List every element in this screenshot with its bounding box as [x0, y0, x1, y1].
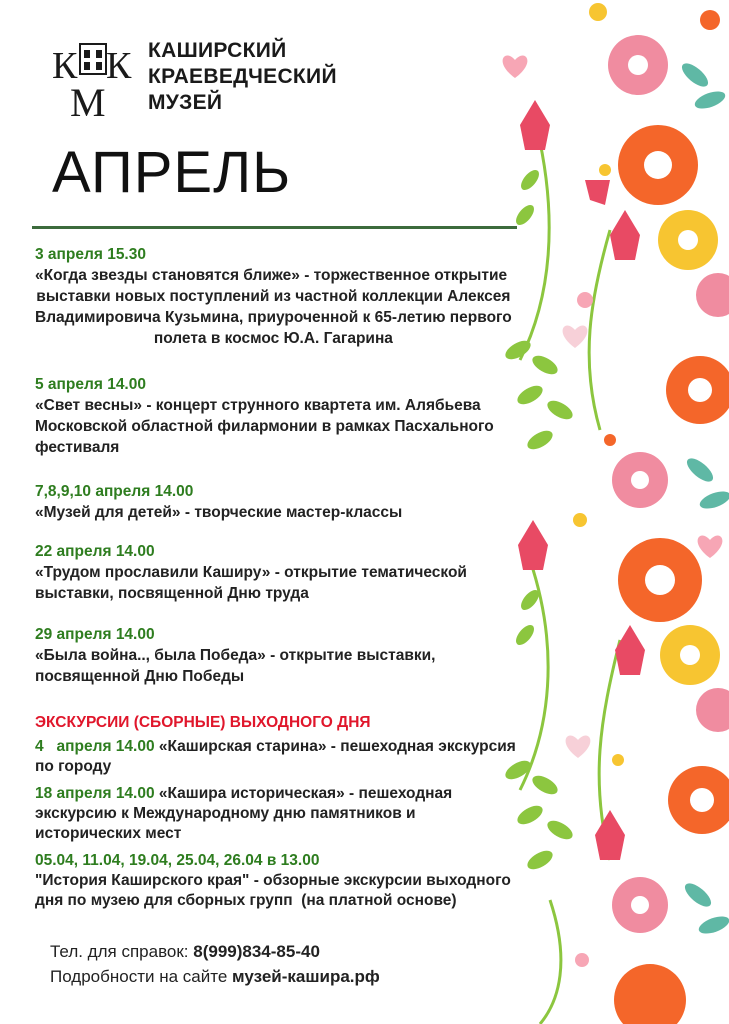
event-5	[35, 624, 435, 687]
event-4	[35, 541, 467, 604]
excursion-title: «Каширская старина» - пешеходная экскурсия	[154, 738, 516, 755]
excursion-title: «Кашира историческая» - пешеходная	[154, 785, 453, 802]
event-1	[35, 244, 512, 349]
svg-text:К: К	[52, 45, 78, 87]
event-line: «Музей для детей» - творческие мастер-классы	[35, 504, 403, 521]
title-divider	[32, 226, 517, 229]
event-line: полета в космос Ю.А. Гагарина	[153, 330, 393, 347]
excursion-3	[35, 851, 511, 911]
museum-name-line3: МУЗЕЙ	[148, 91, 223, 114]
excursion-line: "История Каширского края" - обзорные экскурсии выходного	[35, 872, 511, 889]
event-date: 3 апреля 15.30	[35, 246, 146, 263]
event-line: «Когда звезды становятся ближе» - торжественное открытие	[35, 267, 508, 284]
excursion-1	[35, 737, 516, 777]
excursion-date: 05.04, 11.04, 19.04, 25.04, 26.04 в 13.00	[35, 852, 320, 869]
event-line: «Была война.., была Победа» - открытие выставки,	[35, 647, 436, 664]
event-line: «Трудом прославили Каширу» - открытие тематической	[35, 564, 467, 581]
museum-name-line2: КРАЕВЕДЧЕСКИЙ	[148, 65, 337, 88]
excursion-date: 18 апреля 14.00	[35, 785, 155, 802]
svg-text:М: М	[70, 80, 106, 120]
event-3	[35, 481, 402, 523]
museum-logo	[50, 38, 138, 120]
contact-site	[50, 965, 380, 989]
excursion-line: исторических мест	[35, 825, 182, 842]
event-date: 22 апреля 14.00	[35, 543, 155, 560]
museum-name	[148, 38, 337, 116]
site-link[interactable]: музей-кашира.рф	[232, 967, 380, 986]
contact-phone	[50, 940, 320, 964]
event-date: 7,8,9,10 апреля 14.00	[35, 483, 194, 500]
phone-label: Тел. для справок:	[50, 942, 194, 961]
museum-name-line1: КАШИРСКИЙ	[148, 39, 287, 62]
excursion-date: 4 апреля 14.00	[35, 738, 155, 755]
event-line: фестиваля	[35, 439, 120, 456]
svg-text:К: К	[106, 45, 132, 87]
excursions-heading: ЭКСКУРСИИ (СБОРНЫЕ) ВЫХОДНОГО ДНЯ	[35, 714, 371, 731]
event-date: 29 апреля 14.00	[35, 626, 155, 643]
event-2	[35, 374, 494, 458]
event-line: Владимировича Кузьмина, приуроченной к 65-летию первого	[35, 309, 512, 326]
site-label: Подробности на сайте	[50, 967, 233, 986]
excursion-line: по городу	[35, 758, 112, 775]
event-line: Московской областной филармонии в рамках Пасхального	[35, 418, 494, 435]
event-line: выставки, посвященной Дню труда	[35, 585, 309, 602]
event-date: 5 апреля 14.00	[35, 376, 146, 393]
excursion-line: экскурсию к Международному дню памятников и	[35, 805, 416, 822]
event-line: посвященной Дню Победы	[35, 668, 245, 685]
phone-number: 8(999)834-85-40	[193, 942, 320, 961]
excursion-line: дня по музею для сборных групп (на платной основе)	[35, 892, 457, 909]
month-title: АПРЕЛЬ	[52, 140, 292, 205]
excursion-2	[35, 784, 452, 844]
event-line: «Свет весны» - концерт струнного квартета им. Алябьева	[35, 397, 481, 414]
event-line: выставки новых поступлений из частной коллекции Алексея	[36, 288, 511, 305]
